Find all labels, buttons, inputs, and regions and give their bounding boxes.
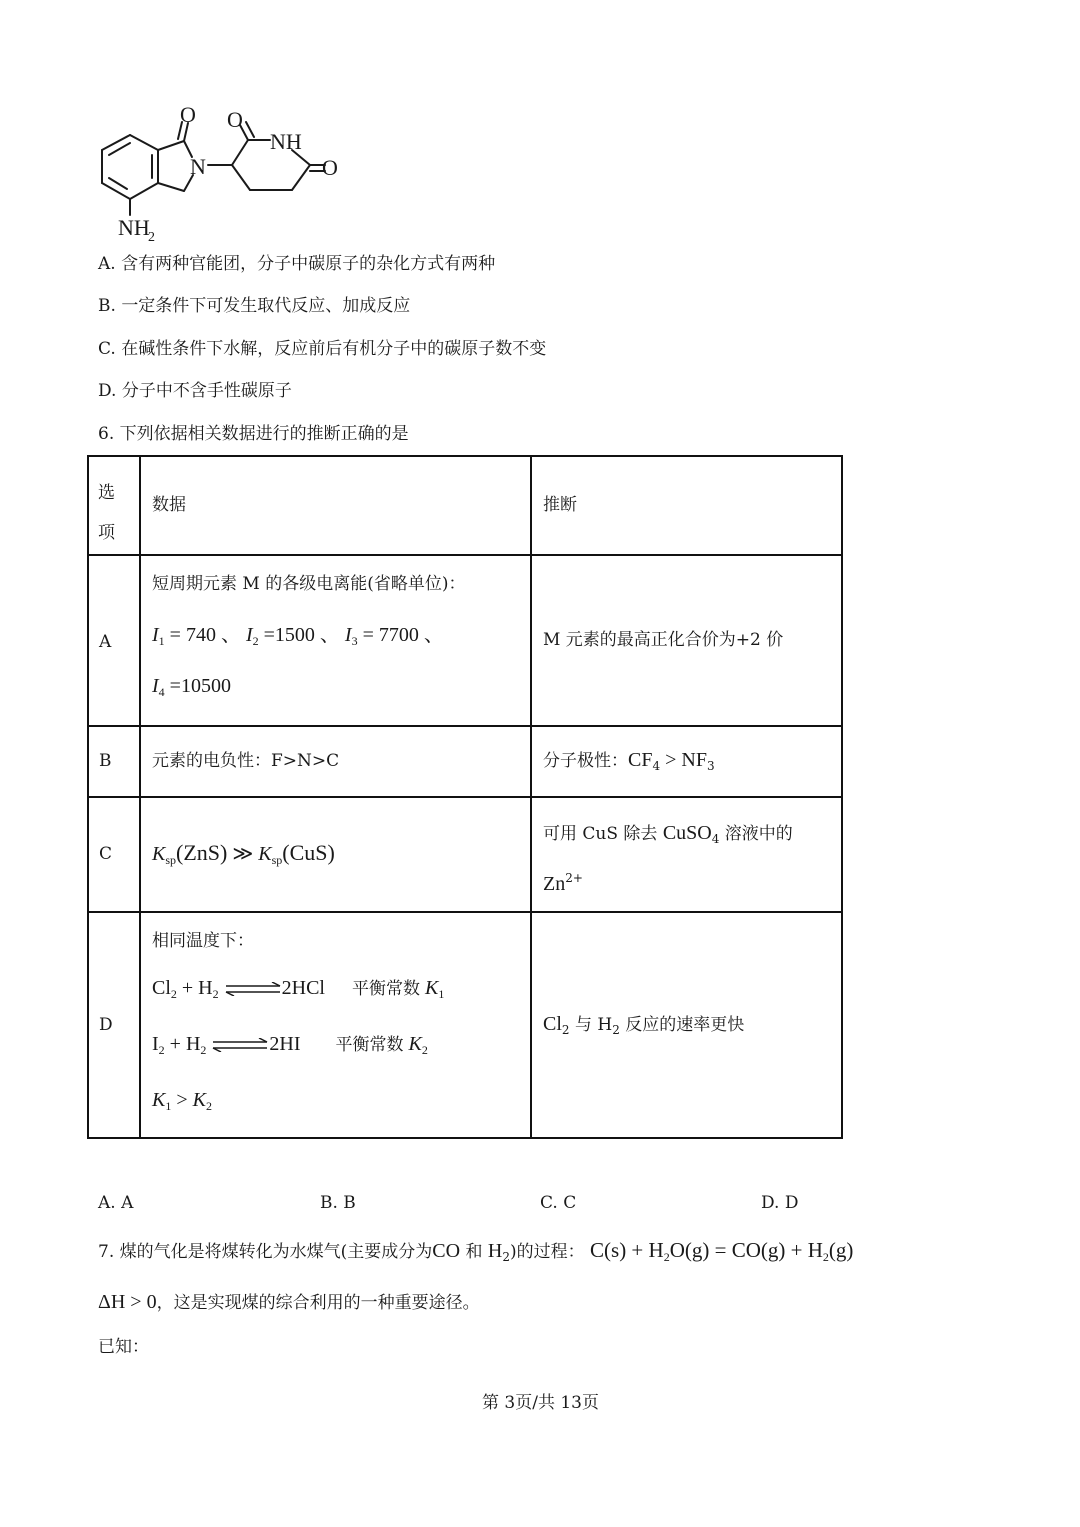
atom-label-subscript: 2: [148, 230, 155, 245]
q6-stem: 6. 下列依据相关数据进行的推断正确的是: [98, 424, 409, 444]
table-border: [87, 725, 843, 727]
q6-table: [87, 455, 843, 1139]
row-a-ionization-energies: $I_1 = 740$ 、 $I_2 =1500$ 、 $I_3 = 7700$ 、: [152, 624, 444, 648]
header-inference: 推断: [543, 495, 577, 515]
q5-option-b: [98, 294, 410, 318]
q7-equation: $C(s) + H_2O(g) = CO(g) + H_2(g)$: [590, 1238, 854, 1264]
table-border: [87, 796, 843, 798]
row-label: D: [99, 1015, 113, 1035]
option-label: A.: [98, 254, 116, 274]
atom-label: NH: [270, 129, 302, 154]
q6-choice-b: B. B: [320, 1193, 356, 1213]
q7-stem-line1: 7. 煤的气化是将煤转化为水煤气(主要成分为CO 和 $H_2$)的过程： $C(s) + H_2O(g) = CO(g) + H_2(g)$: [98, 1238, 854, 1264]
bond: [130, 135, 158, 150]
header-option-char: 选: [98, 483, 115, 503]
option-label: B.: [98, 296, 116, 316]
row-c-inference-line2: $Zn^{2+}$: [543, 871, 583, 895]
atom-label: N: [190, 154, 206, 179]
symbol-i: I: [245, 624, 253, 646]
atom-label: NH: [118, 215, 150, 240]
bond: [246, 122, 254, 137]
table-border: [87, 455, 843, 457]
row-a-i4: $I_4 =10500$: [152, 675, 231, 699]
header-option-char: 项: [98, 523, 115, 543]
page-footer: 第 3页/共 13页: [482, 1393, 599, 1413]
table-border: [87, 911, 843, 913]
option-text: 一定条件下可发生取代反应、加成反应: [121, 296, 411, 316]
table-border: [87, 1137, 843, 1139]
bond: [158, 183, 184, 191]
header-option: [98, 473, 115, 553]
row-d-inference: $Cl_2$ 与 $H_2$ 反应的速率更快: [543, 1013, 745, 1037]
q5-option-d: [98, 379, 292, 403]
symbol-i: I: [344, 624, 352, 646]
row-b-data: 元素的电负性：F>N>C: [152, 751, 340, 771]
symbol-i: I: [152, 675, 159, 697]
lenalidomide-structure: [80, 95, 380, 245]
atom-label: O: [322, 155, 338, 180]
bond: [109, 178, 127, 189]
option-text: 分子中不含手性碳原子: [121, 381, 292, 401]
atom-label: O: [227, 107, 243, 132]
atom-label: O: [180, 102, 196, 127]
row-c-inference-line1: 可用 CuS 除去 CuSO$_4$ 溶液中的: [543, 822, 793, 846]
option-label: C.: [98, 339, 116, 359]
q7-known: 已知：: [98, 1337, 149, 1357]
equilibrium-arrow-icon: [211, 1038, 269, 1052]
bond: [158, 141, 184, 150]
row-d-intro: 相同温度下：: [152, 931, 254, 951]
bond: [102, 135, 130, 150]
option-label: D.: [98, 381, 117, 401]
header-data: 数据: [152, 495, 186, 515]
symbol-i: I: [152, 624, 159, 646]
row-c-ksp-comparison: $K_{sp}(ZnS)$ ≫ $K_{sp}(CuS)$: [152, 840, 335, 867]
bond: [292, 165, 310, 190]
bond: [232, 140, 248, 165]
row-d-reaction-2: $I_2 + H_2$ 2HI 平衡常数 $K_2$: [152, 1033, 428, 1057]
q7-stem-line2: ΔH > 0，这是实现煤的综合利用的一种重要途径。: [98, 1291, 480, 1313]
table-border: [87, 554, 843, 556]
q5-option-c: [98, 337, 546, 361]
bond: [130, 183, 158, 199]
equilibrium-arrow-icon: [224, 982, 282, 996]
q5-option-a: [98, 252, 495, 276]
option-text: 含有两种官能团，分子中碳原子的杂化方式有两种: [121, 254, 496, 274]
row-label: A: [99, 632, 112, 652]
row-a-inference: M 元素的最高正化合价为+2 价: [543, 630, 784, 650]
q6-choice-d: D. D: [761, 1193, 799, 1213]
row-label: B: [99, 751, 112, 771]
row-a-data-line1: 短周期元素 M 的各级电离能(省略单位)：: [152, 574, 466, 594]
row-d-reaction-1: $Cl_2 + H_2$ 2HCl 平衡常数 $K_1$: [152, 977, 445, 1001]
bond: [102, 183, 130, 199]
q6-choice-a: A. A: [98, 1193, 134, 1213]
option-text: 在碱性条件下水解，反应前后有机分子中的碳原子数不变: [121, 339, 547, 359]
row-d-k-comparison: $K_1 > K_2$: [152, 1089, 212, 1113]
bond: [232, 165, 250, 190]
row-b-inference: 分子极性：$CF_4 > NF_3$: [543, 749, 715, 773]
q6-choice-c: C. C: [540, 1193, 577, 1213]
row-label: C: [99, 844, 113, 864]
